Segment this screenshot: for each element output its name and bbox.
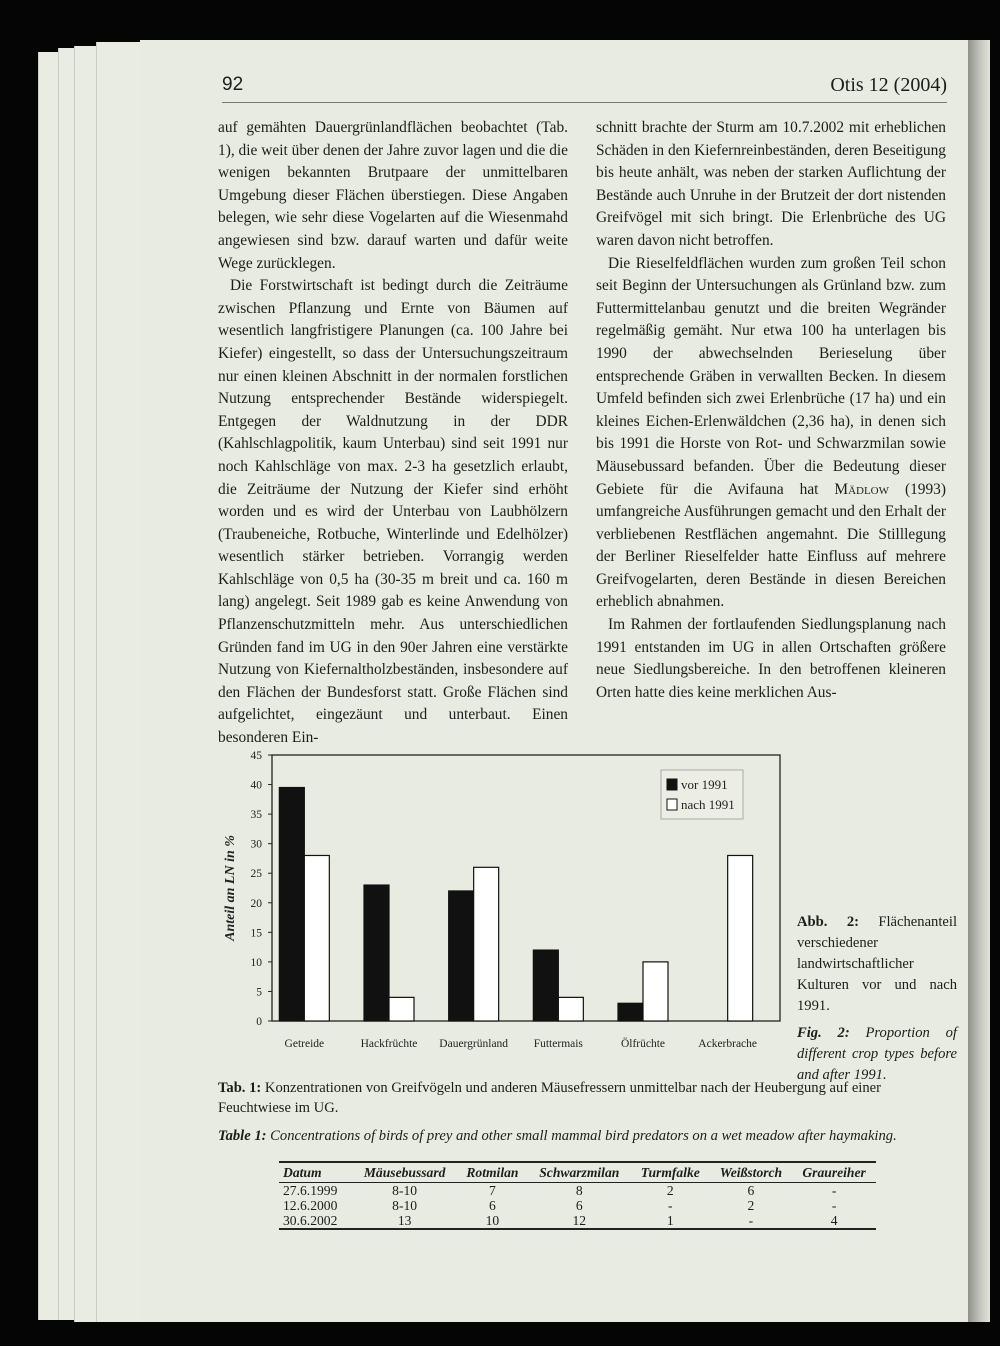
column-header: Datum — [279, 1162, 352, 1183]
paragraph-text: (1993) umfangreiche Ausführungen gemacht und den Erhalt der verbliebenen Restflächen angemahnt. Die Stilllegung der Berliner Rieselfelder hatte Einfluss auf mehrere Greifvogelarten, deren Bestände in diesen Bereichen erheblich abnahmen. — [596, 480, 946, 611]
chart-canvas — [212, 740, 782, 1060]
legend-label: nach 1991 — [681, 797, 735, 812]
y-tick-label: 40 — [250, 779, 262, 792]
bar — [364, 885, 389, 1021]
caption-label: Table 1: — [218, 1128, 267, 1144]
y-tick-label: 45 — [250, 750, 262, 762]
y-tick-label: 35 — [250, 809, 262, 822]
cell: 27.6.1999 — [283, 1183, 338, 1198]
caption-text: Konzentrationen von Greifvögeln und anderen Mäusefressern unmittelbar nach der Heubergung auf einer Feuchtwiese im UG. — [218, 1080, 882, 1116]
cell: 8-10 — [392, 1198, 418, 1213]
bar — [304, 855, 329, 1021]
paragraph: Die Forstwirtschaft ist bedingt durch die Zeiträume zwischen Pflanzung und Ernte von Bäumen auf wesentlich langfristigere Planungen (ca. 100 Jahre bei Kiefer) eingestellt, so dass der Untersuchungszeitraum nur einen kleinen Abschnitt in der normalen forstlichen Nutzung entsprechender Bestände widerspiegelt. Entgegen der Waldnutzung in der DDR (Kahlschlagpolitik, kaum Unterbau) sind seit 1991 nur noch Kahlschläge von max. 2-3 ha gesetzlich erlaubt, die Zeiträume der Nutzung der Kiefer sind erhöht worden und es wird der Unterbau von Laubhölzern (Traubeneiche, Rotbuche, Winterlinde und Edelhölzer) wesentlich stärker betrieben. Vorrangig werden Kahlschläge von 0,5 ha (30-35 m breit und ca. 160 m lang) angelegt. Seit 1989 gab es keine Anwendung von Pflanzenschutzmitteln mehr. Aus unterschiedlichen Gründen fand im UG in den 90er Jahren eine verstärkte Nutzung von Kiefernaltholzbeständen, insbesondere auf den Flächen der Bundesforst statt. Große Flächen sind aufgelichtet, eingezäunt und unterbaut. Einen besonderen Ein- — [218, 277, 568, 747]
x-tick-label: Ölfrüchte — [620, 1038, 666, 1050]
y-tick-label: 20 — [250, 897, 262, 910]
column-header: Schwarzmilan — [528, 1162, 631, 1183]
bar — [643, 962, 668, 1021]
body-column-right — [596, 117, 946, 704]
paragraph-text: Die Rieselfeldflächen wurden zum großen Teil schon seit Beginn der Untersuchungen als Grünland bzw. zum Futtermittelanbau genutzt und die breiten Wegränder regelmäßig gemäht. Nur etwa 100 ha unterlagen bis 1990 der abwechselnden Berieselung über entsprechende Gräben in verwallten Becken. In diesem Umfeld befinden sich zwei Erlenbrüche (17 ha) und ein kleines Eichen-Erlenwäldchen (2,36 ha), in denen sich bis 1991 die Horste von Rot- und Schwarzmilan sowie Mäusebussard befanden. Über die Bedeutung dieser Gebiete für die Avifauna hat — [596, 254, 946, 498]
table-caption-en — [218, 1126, 953, 1146]
bar — [728, 855, 753, 1021]
y-tick-label: 10 — [250, 956, 262, 969]
running-header — [222, 74, 947, 103]
paragraph: Im Rahmen der fortlaufenden Siedlungsplanung nach 1991 entstanden im UG in allen Ortschaften größere neue Siedlungsbereiche. In den betroffenen kleineren Orten hatte dies keine merklichen Aus- — [596, 616, 946, 701]
citation-author: Mädlow — [834, 480, 890, 498]
y-tick-label: 25 — [250, 868, 262, 881]
table-row — [279, 1183, 876, 1199]
body-column-left — [218, 117, 568, 750]
data-table — [279, 1161, 876, 1230]
y-tick-label: 0 — [256, 1016, 262, 1028]
cell: 12 — [572, 1213, 587, 1228]
page-number: 92 — [222, 74, 244, 95]
table-header-row — [279, 1162, 876, 1183]
cell: 7 — [489, 1183, 496, 1198]
cell: 13 — [397, 1213, 412, 1228]
table-row — [279, 1198, 876, 1213]
cell: - — [831, 1183, 837, 1198]
paragraph: auf gemähten Dauergrünlandflächen beobachtet (Tab. 1), die weit über denen der Jahre zuvor lagen und die die wenigen bekannten Brutpaare der unmittelbaren Umgebung dieser Flächen überstiegen. Diese Angaben belegen, wie sehr diese Vogelarten auf die Wiesenmahd angewiesen sind bzw. darauf warten und dafür weite Wege zurücklegen. — [218, 119, 568, 272]
column-header: Mäusebussard — [352, 1162, 457, 1183]
book-gutter — [968, 40, 990, 1322]
bar — [558, 997, 583, 1021]
caption-label: Fig. 2: — [797, 1025, 850, 1041]
caption-text: Proportion of different crop types before and after 1991. — [797, 1025, 957, 1083]
column-header: Turmfalke — [631, 1162, 710, 1183]
caption-label: Abb. 2: — [797, 914, 859, 930]
cell: 6 — [489, 1198, 496, 1213]
legend-swatch — [667, 799, 677, 810]
bar — [618, 1003, 643, 1021]
figure-caption-en — [797, 1023, 957, 1086]
caption-label: Tab. 1: — [218, 1080, 262, 1096]
y-tick-label: 15 — [250, 927, 262, 940]
bar-chart — [212, 740, 782, 1060]
figure-caption-de — [797, 912, 957, 1017]
cell: 6 — [575, 1198, 583, 1213]
y-tick-label: 30 — [250, 838, 262, 851]
bar — [389, 997, 414, 1021]
x-tick-label: Getreide — [284, 1038, 325, 1050]
cell: 10 — [485, 1213, 500, 1228]
column-header: Graureiher — [792, 1162, 876, 1183]
cell: - — [668, 1198, 673, 1213]
y-tick-label: 5 — [256, 986, 262, 999]
cell: 30.6.2002 — [283, 1213, 338, 1228]
bar — [474, 867, 499, 1021]
x-tick-label: Futtermais — [533, 1038, 583, 1050]
cell: 2 — [666, 1183, 674, 1198]
paragraph — [596, 253, 946, 615]
x-tick-label: Dauergrünland — [439, 1038, 509, 1050]
table-row — [279, 1213, 876, 1229]
table-caption-de — [218, 1078, 953, 1118]
cell: 12.6.2000 — [283, 1198, 338, 1213]
x-tick-label: Ackerbrache — [698, 1038, 758, 1050]
legend-label: vor 1991 — [681, 777, 728, 792]
bar — [279, 788, 304, 1021]
caption-text: Flächenanteil verschiedener landwirtschaftlicher Kulturen vor und nach 1991. — [797, 914, 957, 1014]
paragraph: schnitt brachte der Sturm am 10.7.2002 mit erheblichen Schäden in den Kiefernreinbeständen, deren Beseitigung bis heute anhält, was neben der starken Auflichtung der Bestände auch Unruhe in der Brutzeit der dort nistenden Greifvögel mit sich bringt. Die Erlenbrüche des UG waren davon nicht betroffen. — [596, 119, 946, 249]
bar — [449, 891, 474, 1021]
column-header: Weißstorch — [710, 1162, 793, 1183]
cell: 1 — [666, 1213, 674, 1228]
caption-text: Concentrations of birds of prey and other small mammal bird predators on a wet meadow after haymaking. — [266, 1128, 897, 1144]
cell: 6 — [747, 1183, 755, 1198]
cell: 8-10 — [392, 1183, 418, 1198]
cell: 8 — [575, 1183, 583, 1198]
column-header: Rotmilan — [457, 1162, 527, 1183]
bar — [533, 950, 558, 1021]
y-axis-label: Anteil an LN in % — [223, 835, 238, 941]
legend-swatch — [667, 779, 677, 790]
cell: 2 — [747, 1198, 755, 1213]
x-tick-label: Hackfrüchte — [360, 1038, 418, 1050]
cell: - — [831, 1198, 837, 1213]
cell: - — [748, 1213, 754, 1228]
cell: 4 — [830, 1213, 838, 1228]
journal-citation: Otis 12 (2004) — [830, 74, 947, 96]
figure-caption — [797, 912, 957, 1092]
